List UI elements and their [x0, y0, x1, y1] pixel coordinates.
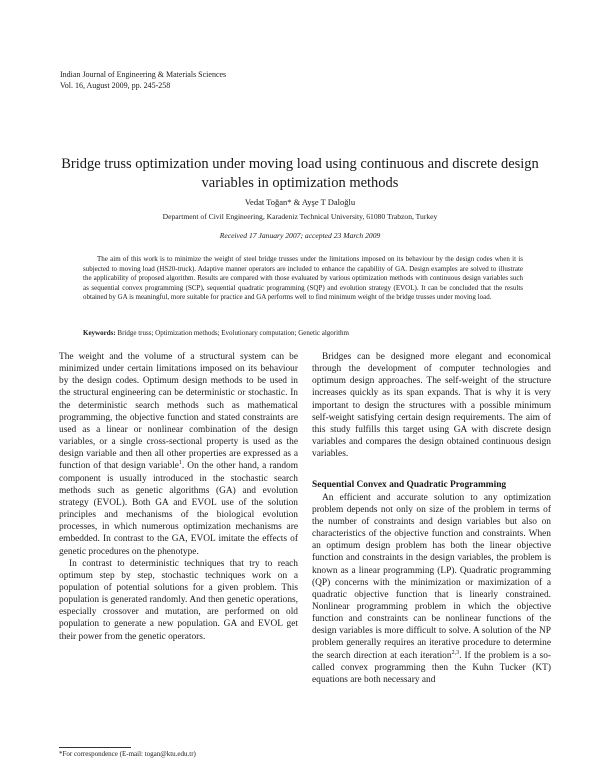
author-affiliation: Department of Civil Engineering, Karadeniz Technical University, 61080 Trabzon, Turkey	[162, 212, 438, 221]
paper-authors: Vedat Toğan* & Ayşe T Daloğlu	[244, 197, 356, 207]
right-column	[312, 351, 551, 686]
section-heading: Sequential Convex and Quadratic Programming	[312, 480, 507, 491]
left-paragraph-2: In contrast to deterministic techniques that try to reach optimum step by step, stochastic techniques work on a population of potential solutions for a given problem. This population is generated randomly. And then genetic operations, especially crossover and mutation, are performed on old population to generate a new population. GA and EVOL get their power from the genetic operators.	[59, 558, 298, 642]
keywords-label: Keywords:	[83, 329, 116, 337]
left-p1-text-b: . On the other hand, a random component is usually introduced in the stochastic search methods such as genetic algorithms (GA) and evolution strategy (EVOL). Both GA and EVOL use of the solution principles and mechanisms of the biological evolution processes, in which numerous optimization mechanisms are embedded. In contrast to the GA, EVOL imitate the effects of genetic procedures on the phenotype.	[59, 461, 299, 557]
keywords-text: Bridge truss; Optimization methods; Evolutionary computation; Genetic algorithm	[115, 329, 349, 337]
received-dates: Received 17 January 2007; accepted 23 March 2009	[219, 231, 381, 240]
citation-2-3: 2,3	[451, 649, 460, 656]
left-paragraph-1	[59, 351, 298, 558]
citation-1: 1	[178, 460, 182, 467]
keywords	[83, 329, 523, 339]
left-column	[59, 351, 298, 643]
footnote-rule	[59, 747, 131, 748]
right-paragraph-1: Bridges can be designed more elegant and economical through the development of computer technologies and optimum design approaches. The self-weight of the structure increases quickly as its span expands. That is why it is very important to design the structures with a possible minimum self-weight satisfying certain design requirements. The aim of this study fulfills this target using GA with discrete design variables and compares the design obtained continuous design variables.	[312, 352, 551, 460]
section-gap	[312, 460, 551, 479]
journal-volume: Vol. 16, August 2009, pp. 245-258	[60, 81, 171, 90]
right-p2-text-a: An efficient and accurate solution to any optimization problem depends not only on size of the problem in terms of the number of constraints and design variables but also on characteristics of the objective function and constraints. When an optimum design problem has both the linear objective function and constraints in the design variables, the problem is known as a linear programming (LP). Quadratic programming (QP) concerns with the minimization or maximization of a quadratic objective function that is linearly constrained. Nonlinear programming problem in which the objective function and constraints can be nonlinear functions of the design variables is more difficult to solve. A solution of the NP problem generally requires an iterative procedure to determine the search direction at each iteration	[312, 492, 551, 661]
right-paragraph-2	[312, 492, 551, 687]
footnote: *For correspondence (E-mail: togan@ktu.edu.tr)	[59, 750, 196, 758]
left-p1-text-a: The weight and the volume of a structural system can be minimized under certain limitations imposed on its behaviour by the design codes. Optimum design methods to be used in the structural engineering can be deterministic or stochastic. In the deterministic search methods such as mathematical programming, the objective function and stated constraints are used as a linear or nonlinear combination of the design variables, or a single cross-sectional property is used as the design variable and then all other properties are expressed as a function of that design variable	[59, 352, 298, 472]
journal-header	[60, 69, 226, 91]
right-p2-text-b: . If the problem is a so-called convex programming then the Kuhn Tucker (KT) equations are both necessary and	[312, 650, 552, 685]
abstract: The aim of this work is to minimize the weight of steel bridge trusses under the limitations imposed on its behaviour by the design codes when it is subjected to moving load (HS20-truck). Adaptive manner operators are included to enhance the capability of GA. Design examples are solved to illustrate the applicability of proposed algorithm. Results are compared with those evaluated by various optimization methods with continuous design variables such as sequential convex programming (SCP), sequential quadratic programming (SQP) and evolution strategy (EVOL). It can be concluded that the results obtained by GA is meaningful, more suitable for practice and GA performs well to find minimum weight of the bridge trusses under moving load.	[83, 255, 523, 302]
journal-name: Indian Journal of Engineering & Materials Sciences	[60, 70, 227, 79]
paper-title: Bridge truss optimization under moving load using continuous and discrete design variables in optimization methods	[61, 156, 539, 191]
